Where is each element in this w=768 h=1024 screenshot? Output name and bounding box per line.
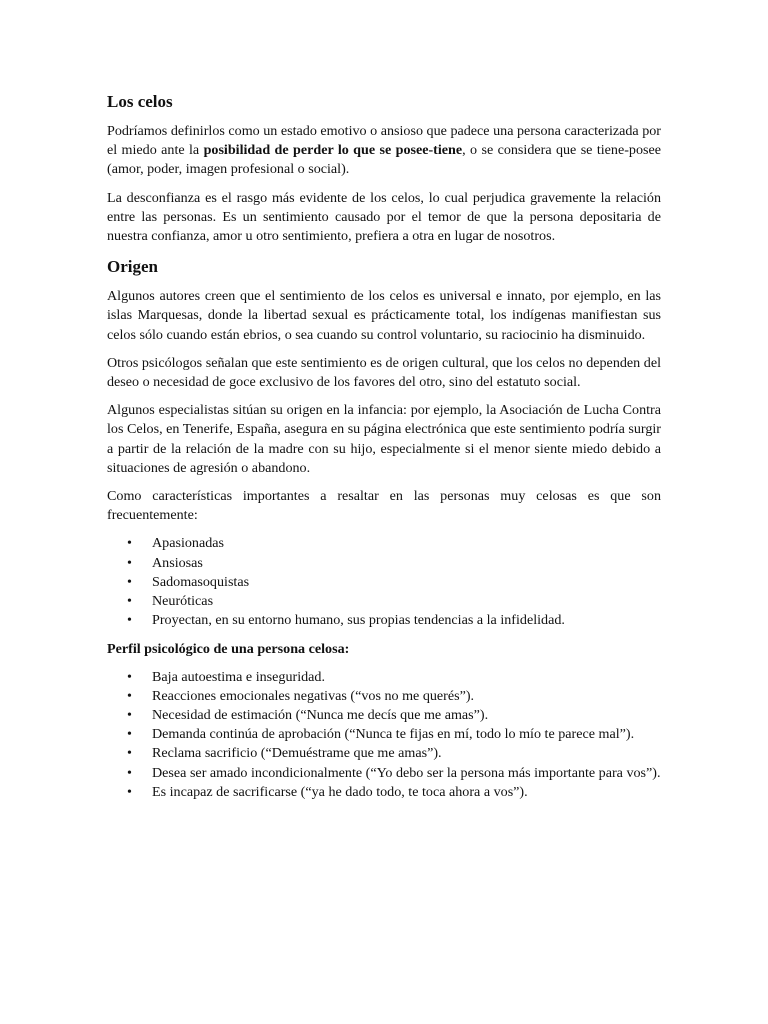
document-body — [107, 90, 661, 811]
list-item: • Reclama sacrificio (“Demuéstrame que me amas”). — [107, 744, 661, 763]
list-item: • Baja autoestima e inseguridad. — [107, 668, 661, 687]
intro-p1-end: , o se considera que se tiene-posee (amor, poder, imagen profesional o social). — [107, 142, 661, 178]
list-item: • Es incapaz de sacrificarse (“ya he dado todo, te toca ahora a vos”). — [107, 783, 661, 802]
origin-paragraph-4: Como características importantes a resaltar en las personas muy celosas es que son frecuentemente: — [107, 488, 661, 524]
origin-paragraph-3: Algunos especialistas sitúan su origen en la infancia: por ejemplo, la Asociación de Lucha Contra los Celos, en Tenerife, España, asegura en su página electrónica que este sentimiento podría surgir a partir de la relación de la madre con su hijo, especialmente si el menor siente miedo debido a situaciones de agresión o abandono. — [107, 402, 661, 476]
list-item: • Necesidad de estimación (“Nunca me decís que me amas”). — [107, 706, 661, 725]
intro-paragraph-2: La desconfianza es el rasgo más evidente de los celos, lo cual perjudica gravemente la relación entre las personas. Es un sentimiento causado por el temor de que la persona depositaria de nuestra confianza, amor u otro sentimiento, prefiera a otra en lugar de nosotros. — [107, 189, 661, 245]
intro-p1-start: Podríamos definirlos como un estado emotivo o ansioso que padece una persona caracterizada por el miedo ante la — [107, 123, 661, 159]
list-item: • Reacciones emocionales negativas (“vos no me querés”). — [107, 687, 661, 706]
origin-paragraph-2: Otros psicólogos señalan que este sentimiento es de origen cultural, que los celos no dependen del deseo o necesidad de goce exclusivo de los favores del otro, sino del estatuto social. — [107, 354, 661, 391]
origin-paragraph-1: Algunos autores creen que el sentimiento de los celos es universal e innato, por ejemplo, en las islas Marquesas, donde la libertad sexual es prácticamente total, los indígenas manifiestan sus celos sólo cuando están ebrios, o sea cuando su control voluntario, su raciocinio ha disminuido. — [107, 288, 661, 343]
title-los-celos: Los celos — [107, 92, 173, 111]
list-item: • Apasionadas — [107, 534, 661, 553]
profile-list — [107, 668, 661, 802]
list-item: • Proyectan, en su entorno humano, sus propias tendencias a la infidelidad. — [107, 611, 661, 630]
list-item: • Sadomasoquistas — [107, 573, 661, 592]
intro-p1-bold: posibilidad de perder lo que se posee-tiene — [203, 142, 463, 159]
list-item: • Desea ser amado incondicionalmente (“Yo debo ser la persona más importante para vos”). — [107, 764, 661, 783]
list-item: • Ansiosas — [107, 554, 661, 573]
list-item: • Neuróticas — [107, 592, 661, 611]
intro-paragraph-1 — [107, 122, 661, 180]
traits-list — [107, 534, 661, 630]
profile-heading: Perfil psicológico de una persona celosa: — [107, 641, 350, 658]
title-origen: Origen — [107, 257, 158, 277]
list-item: • Demanda continúa de aprobación (“Nunca te fijas en mí, todo lo mío te parece mal”). — [107, 725, 661, 744]
